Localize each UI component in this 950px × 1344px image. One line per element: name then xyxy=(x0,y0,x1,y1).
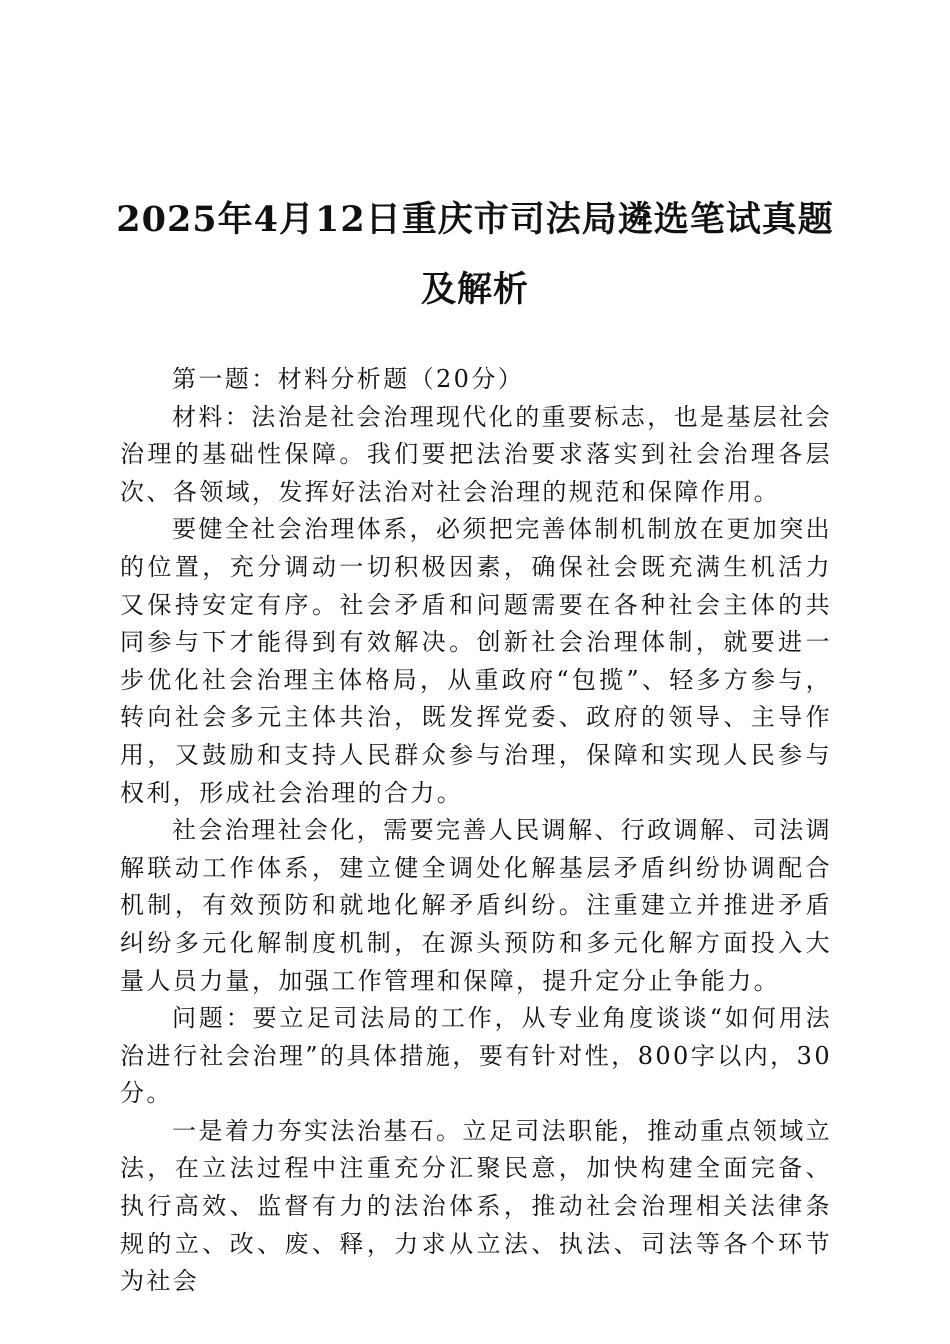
document-title-line-2: 及解析 xyxy=(420,269,529,310)
material-paragraph-1: 材料：法治是社会治理现代化的重要标志，也是基层社会治理的基础性保障。我们要把法治要求落实到社会治理各层次、各领域，发挥好法治对社会治理的规范和保障作用。 xyxy=(120,402,832,506)
question-heading: 第一题：材料分析题（20分） xyxy=(172,365,525,393)
material-paragraph-2: 要健全社会治理体系，必须把完善体制机制放在更加突出的位置，充分调动一切积极因素，确保社会既充满生机活力又保持安定有序。社会矛盾和问题需要在各种社会主体的共同参与下才能得到有效解决。创新社会治理体制，就要进一步优化社会治理主体格局，从重政府“包揽”、轻多方参与，转向社会多元主体共治，既发挥党委、政府的领导、主导作用，又鼓励和支持人民群众参与治理，保障和实现人民参与权利，形成社会治理的合力。 xyxy=(120,515,832,807)
document-title-line-1: 2025年4月12日重庆市司法局遴选笔试真题 xyxy=(116,199,834,240)
question-paragraph: 问题：要立足司法局的工作，从专业角度谈谈“如何用法治进行社会治理”的具体措施，要有针对性，800字以内，30分。 xyxy=(120,1004,832,1108)
material-paragraph-3: 社会治理社会化，需要完善人民调解、行政调解、司法调解联动工作体系，建立健全调处化解基层矛盾纠纷协调配合机制，有效预防和就地化解矛盾纠纷。注重建立并推进矛盾纠纷多元化解制度机制，在源头预防和多元化解方面投入大量人员力量，加强工作管理和保障，提升定分止争能力。 xyxy=(120,816,832,995)
answer-paragraph-1: 一是着力夯实法治基石。立足司法职能，推动重点领域立法，在立法过程中注重充分汇聚民意，加快构建全面完备、执行高效、监督有力的法治体系，推动社会治理相关法律条规的立、改、废、释，力求从立法、执法、司法等各个环节为社会 xyxy=(120,1116,832,1296)
document-body xyxy=(120,361,832,1301)
